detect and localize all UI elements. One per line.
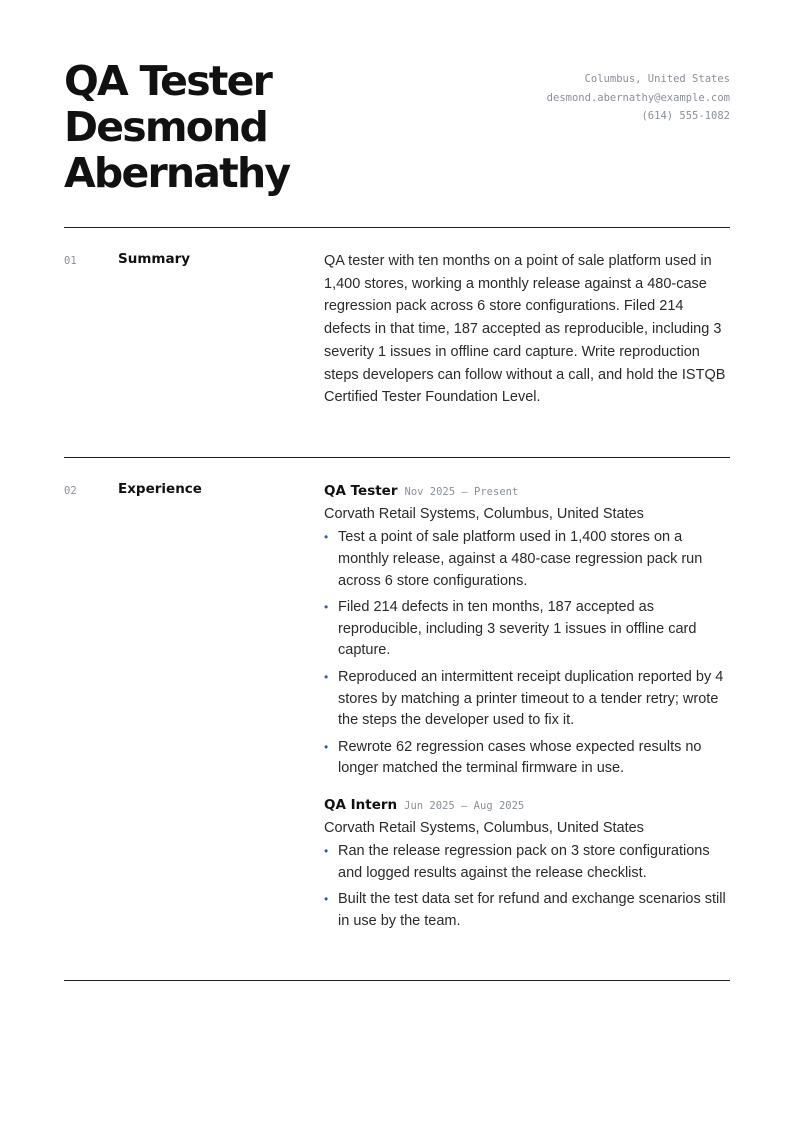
bullet-text: Built the test data set for refund and exchange scenarios still in use by the team. (338, 891, 726, 930)
first-name-heading: Desmond (64, 103, 268, 151)
job-bullets (324, 841, 730, 933)
job-role: QA Intern (324, 797, 398, 814)
bullet-text: Rewrote 62 regression cases whose expected results no longer matched the terminal firmware in use. (338, 738, 702, 777)
job-heading (324, 794, 730, 817)
job-dates: Nov 2025 – Present (404, 486, 519, 498)
job-entry (324, 480, 730, 780)
section-title: Experience (118, 481, 202, 497)
name-block (64, 58, 289, 196)
experience-section (64, 458, 730, 981)
job-bullet (324, 737, 730, 781)
bullet-icon: • (324, 530, 329, 544)
job-bullet (324, 889, 730, 933)
bullet-text: Filed 214 defects in ten months, 187 accepted as reproducible, including 3 severity 1 issues in offline card capture. (338, 598, 697, 659)
bullet-icon: • (324, 892, 329, 907)
section-number: 01 (64, 255, 77, 267)
email-text: desmond.abernathy@example.com (546, 91, 730, 104)
job-bullet (324, 597, 730, 662)
section-number: 02 (64, 485, 77, 497)
job-company: Corvath Retail Systems, Columbus, United States (324, 506, 644, 522)
bullet-icon: • (324, 669, 329, 684)
job-heading (324, 480, 730, 503)
job-bullet (324, 841, 730, 885)
experience-list (324, 480, 730, 947)
job-entry (324, 794, 730, 933)
bullet-icon: • (324, 599, 329, 614)
job-role: QA Tester (324, 483, 398, 499)
job-company: Corvath Retail Systems, Columbus, United States (324, 820, 644, 837)
section-title: Summary (118, 251, 191, 267)
resume-page (64, 0, 730, 981)
last-name-heading: Abernathy (64, 149, 290, 197)
resume-header (64, 0, 730, 228)
bullet-icon: • (324, 844, 329, 859)
bullet-text: Ran the release regression pack on 3 store configurations and logged results against the release checklist. (338, 843, 710, 882)
job-bullet (324, 527, 730, 592)
contact-info (547, 70, 730, 126)
phone-text: (614) 555-1082 (641, 110, 730, 122)
location-text: Columbus, United States (584, 73, 730, 85)
job-dates: Jun 2025 – Aug 2025 (404, 800, 525, 813)
summary-section (64, 228, 730, 458)
job-bullets (324, 527, 730, 780)
bullet-text: Test a point of sale platform used in 1,400 stores on a monthly release, against a 480-case regression pack run across 6 store configurations. (338, 529, 703, 589)
summary-text: QA tester with ten months on a point of sale platform used in 1,400 stores, working a monthly release against a 480-case regression pack across 6 store configurations. Filed 214 defects in that time, 187 accepted as reproducible, including 3 severity 1 issues in offline card capture. Write reproduction steps developers can follow without a call, and hold the ISTQB Certified Tester Foundation Level. (324, 253, 726, 406)
job-bullet (324, 667, 730, 732)
bullet-icon: • (324, 739, 329, 754)
job-title-heading: QA Tester (64, 57, 272, 105)
bullet-text: Reproduced an intermittent receipt duplication reported by 4 stores by matching a printer timeout to a tender retry; wrote the steps the developer used to fix it. (338, 668, 724, 729)
